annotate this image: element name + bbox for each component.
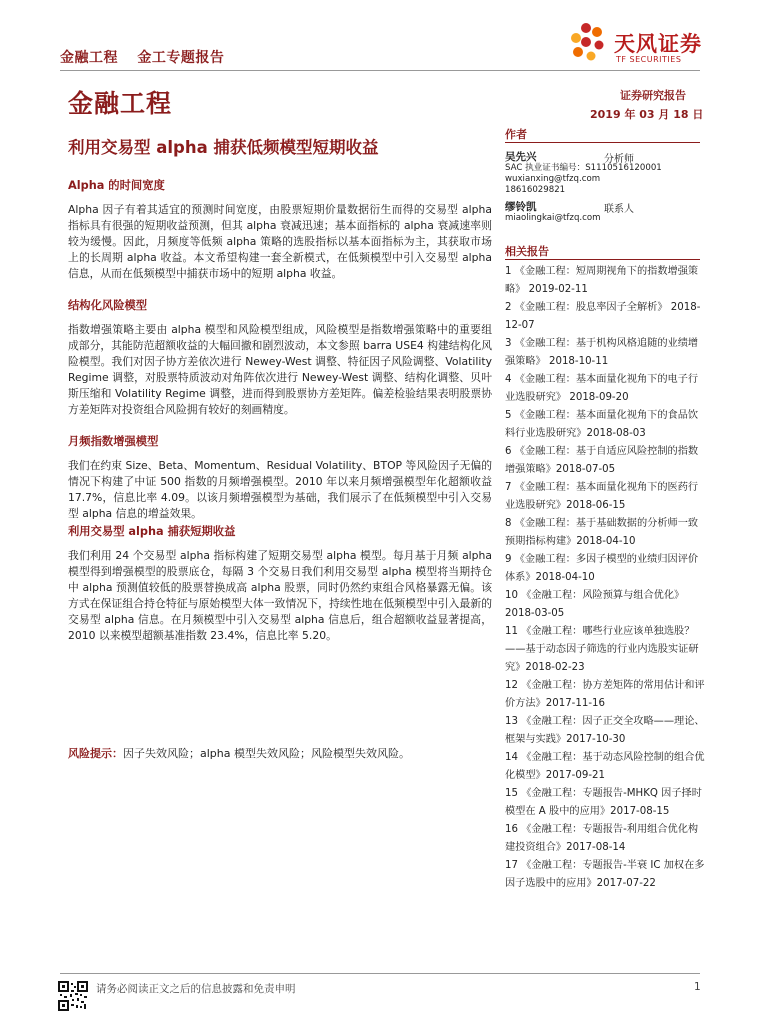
- related-report-item[interactable]: 14 《金融工程：基于动态风险控制的组合优化模型》2017-09-21: [505, 752, 705, 781]
- author-role: 联系人: [604, 204, 634, 215]
- related-report-item[interactable]: 2 《金融工程：股息率因子全解析》 2018-12-07: [505, 302, 701, 331]
- authors-divider: [505, 142, 700, 143]
- related-report-item[interactable]: 10 《金融工程：风险预算与组合优化》2018-03-05: [505, 590, 685, 619]
- related-report-item[interactable]: 9 《金融工程：多因子模型的业绩归因评价体系》2018-04-10: [505, 554, 699, 583]
- report-type: 证券研究报告: [620, 89, 686, 102]
- author-cert: SAC 执业证书编号：S1110516120001: [505, 163, 662, 173]
- body-heading: Alpha 的时间宽度: [68, 179, 165, 192]
- related-report-item[interactable]: 12 《金融工程：协方差矩阵的常用估计和评价方法》2017-11-16: [505, 680, 705, 709]
- body-section-2: [68, 298, 492, 418]
- body-heading: 月频指数增强模型: [68, 435, 159, 448]
- header-category-2: 金工专题报告: [137, 50, 225, 66]
- related-divider: [505, 259, 700, 260]
- related-report-item[interactable]: 3 《金融工程：基于机构风格追随的业绩增强策略》 2018-10-11: [505, 338, 699, 367]
- related-report-item[interactable]: 4 《金融工程：基本面量化视角下的电子行业选股研究》 2018-09-20: [505, 374, 699, 403]
- body-heading: 利用交易型 alpha 捕获短期收益: [68, 525, 236, 538]
- related-report-item[interactable]: 17 《金融工程：专题报告-半衰 IC 加权在多因子选股中的应用》2017-07-22: [505, 860, 705, 889]
- related-report-item[interactable]: 6 《金融工程：基于自适应风险控制的指数增强策略》2018-07-05: [505, 446, 699, 475]
- header-category: [60, 47, 238, 67]
- author-email[interactable]: miaolingkai@tfzq.com: [505, 213, 601, 223]
- body-section-4: [68, 524, 492, 644]
- author-role: 分析师: [604, 154, 634, 165]
- related-reports-list: [505, 263, 705, 893]
- risk-text: 因子失效风险；alpha 模型失效风险；风险模型失效风险。: [123, 747, 410, 760]
- author-phone: 18616029821: [505, 185, 566, 195]
- body-section-1: [68, 178, 492, 282]
- section-title: 金融工程: [68, 89, 173, 118]
- report-date: 2019 年 03 月 18 日: [590, 108, 704, 121]
- report-title: 利用交易型 alpha 捕获低频模型短期收益: [68, 138, 379, 157]
- header-divider: [60, 70, 700, 71]
- related-report-item[interactable]: 1 《金融工程：短周期视角下的指数增强策略》 2019-02-11: [505, 266, 699, 295]
- body-paragraph: 我们利用 24 个交易型 alpha 指标构建了短期交易型 alpha 模型。每月基于月频 alpha 模型得到增强模型的股票底仓，每隔 3 个交易日我们利用交易型 alpha 模型将当期持仓中 alpha 预测值较低的股票替换成高 alpha 股票，同时仍然约束组合风格暴露无偏。该方式在保证组合持仓特征与原始模型大体一致情况下，持续性地在低频模型中引入最新的交易型 alpha 信息。在月频模型中引入交易型 alpha 信息后，组合超额收益显著提高，2010 以来模型超额基准指数 23.4%，信息比率 5.20。: [68, 549, 492, 642]
- related-report-item[interactable]: 5 《金融工程：基本面量化视角下的食品饮料行业选股研究》2018-08-03: [505, 410, 699, 439]
- risk-label: 风险提示：: [68, 747, 123, 760]
- footer-divider: [60, 973, 700, 974]
- body-paragraph: Alpha 因子有着其适宜的预测时间宽度，由股票短期价量数据衍生而得的交易型 alpha 指标具有很强的短期收益预测，但其 alpha 衰减迅速；基本面指标的 alpha 衰减速率则较为缓慢。因此，月频度等低频 alpha 策略的选股指标以基本面指标为主，其获取市场上的长周期 alpha 收益。本文希望构建一套全新模式，在低频模型中引入交易型 alpha 信息，从而在低频模型中捕获市场中的短期 alpha 收益。: [68, 203, 492, 280]
- page-number: 1: [694, 981, 701, 993]
- logo-english-text: TF SECURITIES: [616, 55, 682, 64]
- header-category-1: 金融工程: [60, 50, 118, 66]
- risk-notice: [68, 745, 410, 761]
- related-report-item[interactable]: 15 《金融工程：专题报告-MHKQ 因子择时模型在 A 股中的应用》2017-08-15: [505, 788, 702, 817]
- footer-disclaimer: 请务必阅读正文之后的信息披露和免责申明: [96, 983, 296, 995]
- related-report-item[interactable]: 8 《金融工程：基于基础数据的分析师一致预期指标构建》2018-04-10: [505, 518, 699, 547]
- body-heading: 结构化风险模型: [68, 299, 148, 312]
- related-report-item[interactable]: 16 《金融工程：专题报告-利用组合优化构建投资组合》2017-08-14: [505, 824, 699, 853]
- qr-code-icon: [58, 981, 88, 1011]
- author-email[interactable]: wuxianxing@tfzq.com: [505, 174, 601, 184]
- body-section-3: [68, 434, 492, 522]
- authors-label: 作者: [505, 128, 527, 141]
- related-report-item[interactable]: 13 《金融工程：因子正交全攻略——理论、框架与实践》2017-10-30: [505, 716, 705, 745]
- author-name: 缪铃凯: [505, 201, 537, 213]
- related-report-item[interactable]: 11 《金融工程：哪些行业应该单独选股？——基于动态因子筛选的行业内选股实证研究》2018-02-23: [505, 626, 699, 673]
- logo-text: 天风证券: [614, 32, 702, 56]
- body-paragraph: 指数增强策略主要由 alpha 模型和风险模型组成，风险模型是指数增强策略中的重要组成部分，其能防范超额收益的大幅回撤和剧烈波动，本文参照 barra USE4 构建结构化风险模型。我们对因子协方差依次进行 Newey-West 调整、特征因子风险调整、Volatility Regime 调整，对股票特质波动对角阵依次进行 Newey-West 调整、结构化调整、贝叶斯压缩和 Volatility Regime 调整，进而得到股票协方差矩阵。偏差检验结果表明股票协方差矩阵对投资组合风险拥有较好的刻画精度。: [68, 323, 492, 416]
- author-name: 吴先兴: [505, 151, 537, 163]
- related-report-item[interactable]: 7 《金融工程：基本面量化视角下的医药行业选股研究》2018-06-15: [505, 482, 699, 511]
- related-reports-label: 相关报告: [505, 245, 549, 258]
- body-paragraph: 我们在约束 Size、Beta、Momentum、Residual Volatility、BTOP 等风险因子无偏的情况下构建了中证 500 指数的月频增强模型。2010 年以来月频增强模型年化超额收益 17.7%，信息比率 4.09。以该月频增强模型为基础，我们展示了在低频模型中引入交易型 alpha 信息的增益效果。: [68, 459, 492, 520]
